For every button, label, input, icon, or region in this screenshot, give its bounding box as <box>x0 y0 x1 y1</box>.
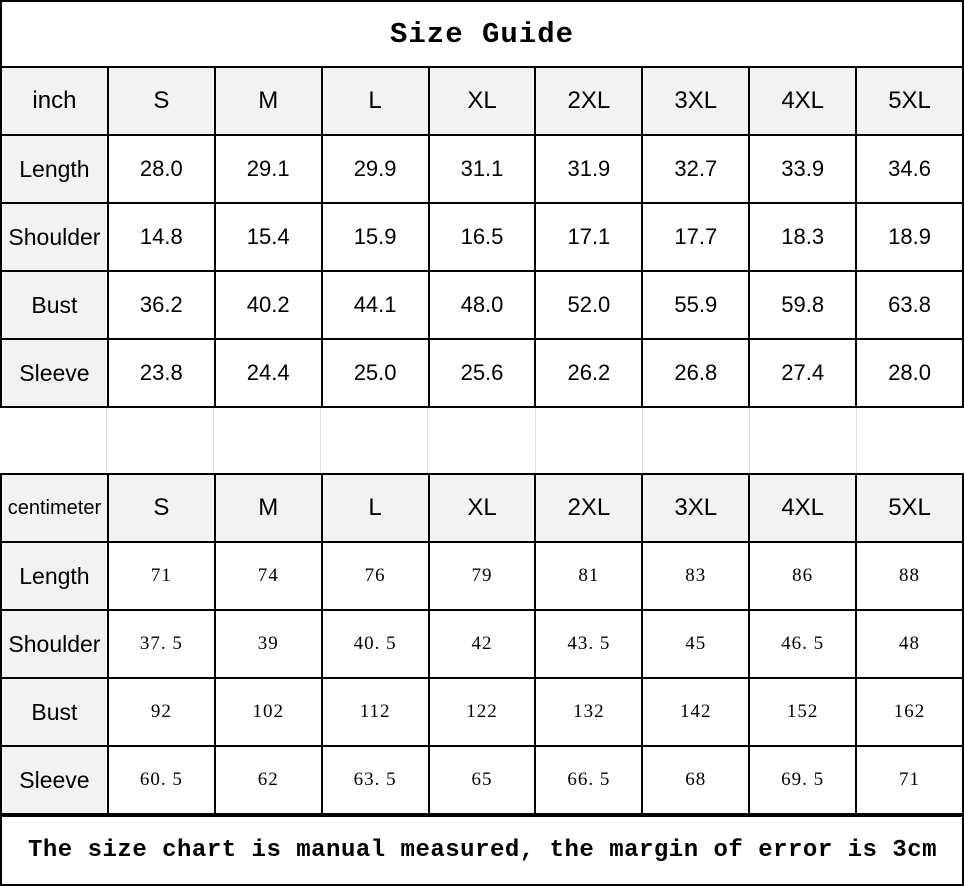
measurement-cell: 46. 5 <box>750 611 857 679</box>
inch-table <box>0 68 964 408</box>
measurement-cell: 27.4 <box>750 340 857 408</box>
measurement-cell: 152 <box>750 679 857 747</box>
measurement-cell: 28.0 <box>109 136 216 204</box>
size-header-4xl: 4XL <box>750 475 857 543</box>
gap-column-line <box>643 408 750 473</box>
measurement-cell: 59.8 <box>750 272 857 340</box>
measurement-disclaimer: The size chart is manual measured, the margin of error is 3cm <box>28 837 938 864</box>
gap-column-line <box>750 408 857 473</box>
size-header-3xl: 3XL <box>643 68 750 136</box>
measurement-cell: 26.2 <box>536 340 643 408</box>
size-header-xl: XL <box>430 68 537 136</box>
page-title: Size Guide <box>389 17 575 51</box>
measurement-cell: 79 <box>430 543 537 611</box>
measurement-cell: 18.9 <box>857 204 964 272</box>
measurement-cell: 23.8 <box>109 340 216 408</box>
title-bar <box>0 0 964 68</box>
measurement-cell: 112 <box>323 679 430 747</box>
measurement-cell: 63.8 <box>857 272 964 340</box>
measurement-cell: 71 <box>857 747 964 815</box>
measurement-cell: 28.0 <box>857 340 964 408</box>
size-header-l: L <box>323 68 430 136</box>
size-header-5xl: 5XL <box>857 68 964 136</box>
measurement-cell: 42 <box>430 611 537 679</box>
measurement-cell: 102 <box>216 679 323 747</box>
centimeter-table <box>0 473 964 815</box>
measurement-cell: 83 <box>643 543 750 611</box>
size-header-3xl: 3XL <box>643 475 750 543</box>
measurement-cell: 48.0 <box>430 272 537 340</box>
measurement-cell: 81 <box>536 543 643 611</box>
measurement-cell: 40. 5 <box>323 611 430 679</box>
measurement-cell: 162 <box>857 679 964 747</box>
measurement-cell: 92 <box>109 679 216 747</box>
gap-column-line <box>107 408 214 473</box>
gap-column-line <box>536 408 643 473</box>
size-header-5xl: 5XL <box>857 475 964 543</box>
measurement-cell: 17.7 <box>643 204 750 272</box>
row-label: Length <box>2 543 109 611</box>
size-header-2xl: 2XL <box>536 68 643 136</box>
measurement-cell: 52.0 <box>536 272 643 340</box>
note-bar <box>0 815 964 886</box>
row-label: Length <box>2 136 109 204</box>
measurement-cell: 132 <box>536 679 643 747</box>
measurement-cell: 37. 5 <box>109 611 216 679</box>
measurement-cell: 55.9 <box>643 272 750 340</box>
measurement-cell: 36.2 <box>109 272 216 340</box>
measurement-cell: 48 <box>857 611 964 679</box>
measurement-cell: 18.3 <box>750 204 857 272</box>
size-header-m: M <box>216 68 323 136</box>
size-header-m: M <box>216 475 323 543</box>
measurement-cell: 142 <box>643 679 750 747</box>
measurement-cell: 88 <box>857 543 964 611</box>
measurement-cell: 71 <box>109 543 216 611</box>
measurement-cell: 62 <box>216 747 323 815</box>
gap-column-line <box>428 408 535 473</box>
measurement-cell: 15.9 <box>323 204 430 272</box>
gap-column-line <box>321 408 428 473</box>
measurement-cell: 63. 5 <box>323 747 430 815</box>
table-gap <box>0 408 964 473</box>
gap-column-line <box>857 408 964 473</box>
row-label: Bust <box>2 272 109 340</box>
measurement-cell: 43. 5 <box>536 611 643 679</box>
measurement-cell: 17.1 <box>536 204 643 272</box>
measurement-cell: 76 <box>323 543 430 611</box>
measurement-cell: 26.8 <box>643 340 750 408</box>
size-header-s: S <box>109 68 216 136</box>
measurement-cell: 14.8 <box>109 204 216 272</box>
gap-column-line <box>0 408 107 473</box>
measurement-cell: 25.6 <box>430 340 537 408</box>
measurement-cell: 39 <box>216 611 323 679</box>
size-header-xl: XL <box>430 475 537 543</box>
measurement-cell: 122 <box>430 679 537 747</box>
measurement-cell: 74 <box>216 543 323 611</box>
measurement-cell: 86 <box>750 543 857 611</box>
measurement-cell: 16.5 <box>430 204 537 272</box>
measurement-cell: 24.4 <box>216 340 323 408</box>
unit-label: centimeter <box>2 475 109 543</box>
measurement-cell: 68 <box>643 747 750 815</box>
measurement-cell: 45 <box>643 611 750 679</box>
measurement-cell: 29.1 <box>216 136 323 204</box>
measurement-cell: 25.0 <box>323 340 430 408</box>
measurement-cell: 31.9 <box>536 136 643 204</box>
row-label: Sleeve <box>2 340 109 408</box>
size-header-l: L <box>323 475 430 543</box>
measurement-cell: 34.6 <box>857 136 964 204</box>
row-label: Shoulder <box>2 611 109 679</box>
measurement-cell: 31.1 <box>430 136 537 204</box>
measurement-cell: 65 <box>430 747 537 815</box>
measurement-cell: 15.4 <box>216 204 323 272</box>
size-header-2xl: 2XL <box>536 475 643 543</box>
unit-label: inch <box>2 68 109 136</box>
measurement-cell: 40.2 <box>216 272 323 340</box>
row-label: Bust <box>2 679 109 747</box>
measurement-cell: 69. 5 <box>750 747 857 815</box>
measurement-cell: 44.1 <box>323 272 430 340</box>
measurement-cell: 60. 5 <box>109 747 216 815</box>
measurement-cell: 66. 5 <box>536 747 643 815</box>
row-label: Shoulder <box>2 204 109 272</box>
measurement-cell: 29.9 <box>323 136 430 204</box>
size-header-s: S <box>109 475 216 543</box>
gap-column-line <box>214 408 321 473</box>
row-label: Sleeve <box>2 747 109 815</box>
measurement-cell: 32.7 <box>643 136 750 204</box>
measurement-cell: 33.9 <box>750 136 857 204</box>
size-header-4xl: 4XL <box>750 68 857 136</box>
